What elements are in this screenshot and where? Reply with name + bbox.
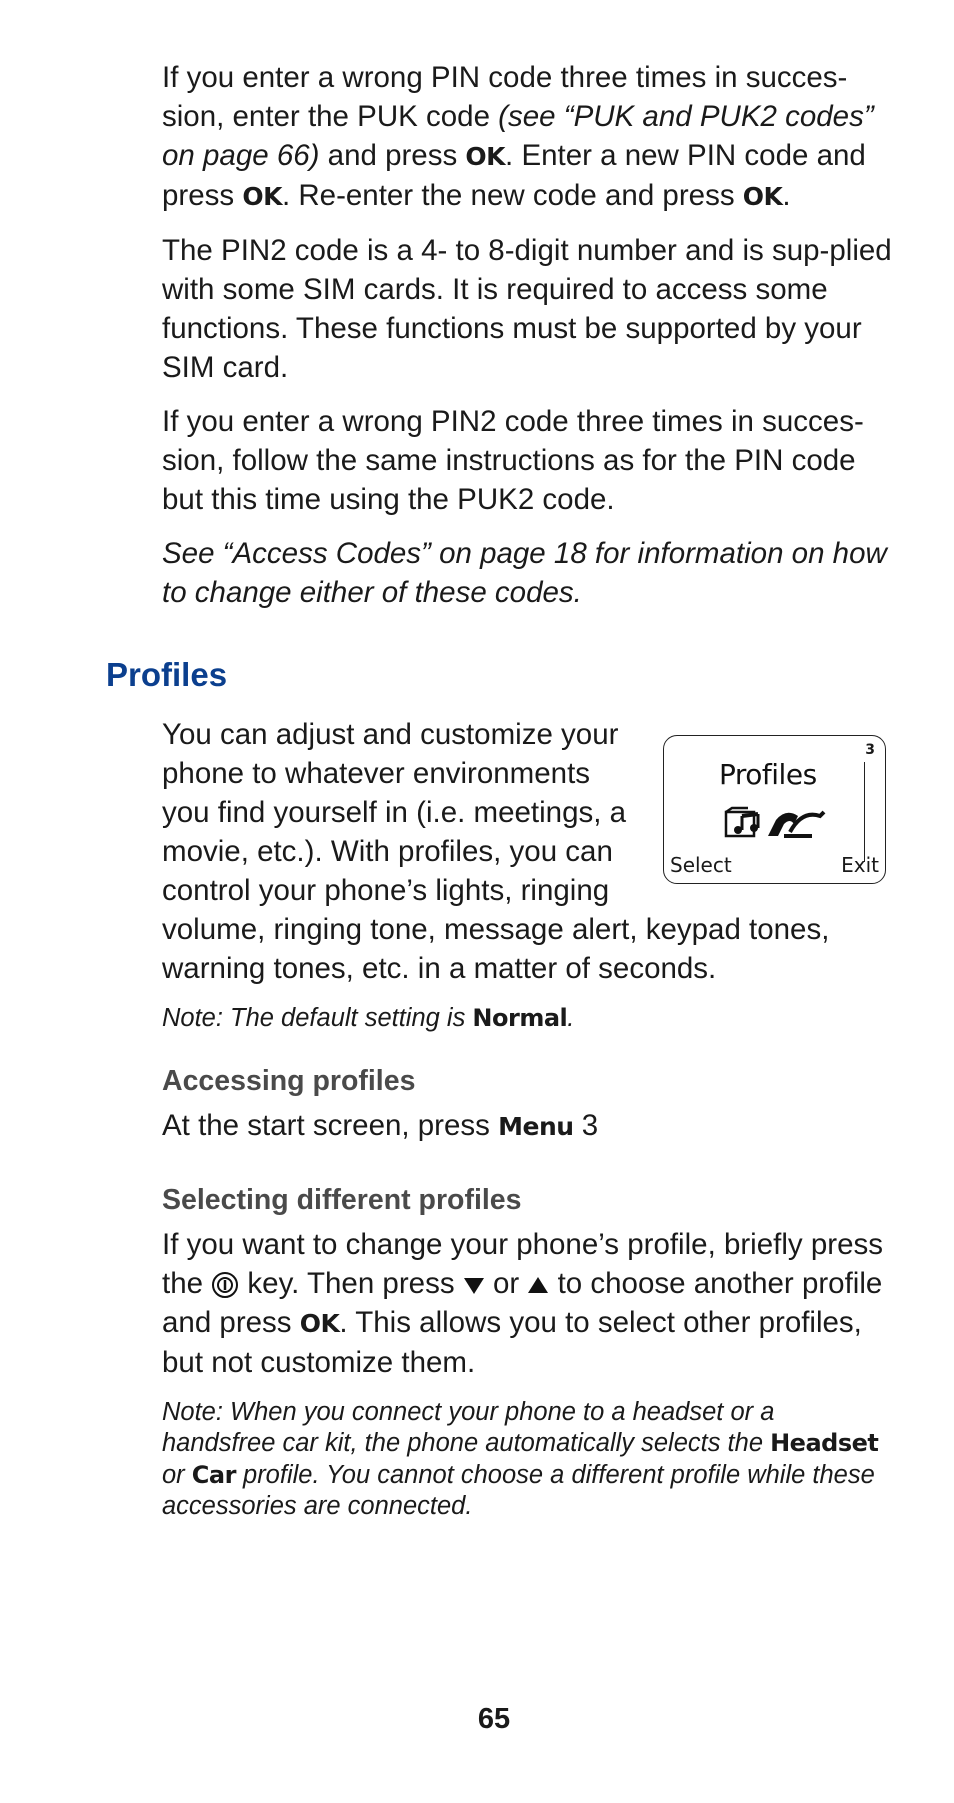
pin-codes-section [162, 58, 892, 627]
note-default-setting [162, 1003, 892, 1035]
text: to choose another profile and press [162, 1266, 883, 1339]
selecting-profiles-heading: Selecting different profiles [162, 1183, 522, 1216]
key-ok: OK [742, 182, 783, 211]
key-ok: OK [299, 1308, 340, 1338]
text: If you enter a wrong PIN code three times in succes-sion, enter the PUK code [162, 61, 848, 133]
text: key. Then press [239, 1266, 463, 1300]
profiles-icon [724, 806, 829, 842]
key-ok: OK [465, 142, 506, 171]
text: At the start screen, press [162, 1108, 499, 1142]
accessing-profiles-heading: Accessing profiles [162, 1064, 416, 1097]
key-car: Car [191, 1460, 236, 1489]
profiles-heading: Profiles [106, 656, 228, 693]
text: or [484, 1266, 528, 1300]
text: 3 [573, 1108, 599, 1142]
text: . This allows you to select other profiles, but not customize them. [162, 1305, 862, 1379]
cross-reference: (see “PUK and PUK2 codes” on page 66) [162, 100, 874, 172]
page-number: 65 [477, 1703, 511, 1735]
key-menu: Menu [498, 1111, 574, 1141]
paragraph-selecting [162, 1225, 892, 1382]
text: . [567, 1004, 575, 1032]
text: . Enter a new PIN code and press [162, 139, 866, 212]
paragraph-pin-retry [162, 58, 892, 216]
menu-number: 3 [865, 742, 875, 758]
screen-title: Profiles [719, 758, 817, 791]
power-key-icon [211, 1271, 239, 1299]
text: If you want to change your phone’s profile, briefly press the [162, 1227, 883, 1300]
paragraph-pin2-info: The PIN2 code is a 4- to 8-digit number and is sup-plied with some SIM cards. It is required to access some functions. These functions must be supported by your SIM card. [162, 234, 892, 384]
exit-softkey: Exit [841, 853, 879, 877]
paragraph-pin2-retry: If you enter a wrong PIN2 code three times in succes-sion, follow the same instructions as for the PIN code but this time using the PUK2 code. [162, 405, 864, 516]
text: or [162, 1460, 192, 1489]
note-headset-car [162, 1397, 892, 1523]
text: . [782, 179, 791, 212]
key-ok: OK [242, 182, 282, 211]
paragraph-access-codes-ref: See “Access Codes” on page 18 for information on how to change either of these codes. [162, 537, 887, 609]
text: . Re-enter the new code and press [281, 179, 743, 212]
text: Note: When you connect your phone to a headset or a handsfree car kit, the phone automatically selects the [162, 1397, 775, 1457]
key-headset: Headset [770, 1429, 879, 1457]
paragraph-profiles-intro: You can adjust and customize your phone to whatever environments you find yourself in (i.e. meetings, a movie, etc.). With profiles, you can control your phone’s lights, ringing volume, ringing tone, message alert, keypad tones, warning tones, etc. in a matter of seconds. [162, 718, 830, 985]
down-arrow-icon [463, 1275, 485, 1295]
text: Note: The default setting is [162, 1004, 473, 1032]
text: and press [319, 139, 466, 172]
scroll-bar [864, 762, 866, 862]
select-softkey: Select [670, 853, 732, 877]
profiles-section [162, 715, 892, 1523]
key-normal: Normal [472, 1004, 568, 1032]
paragraph-accessing [162, 1106, 892, 1146]
text: profile. You cannot choose a different profile while these accessories are connected. [162, 1460, 875, 1520]
phone-display-illustration [663, 735, 886, 884]
up-arrow-icon [527, 1275, 549, 1295]
